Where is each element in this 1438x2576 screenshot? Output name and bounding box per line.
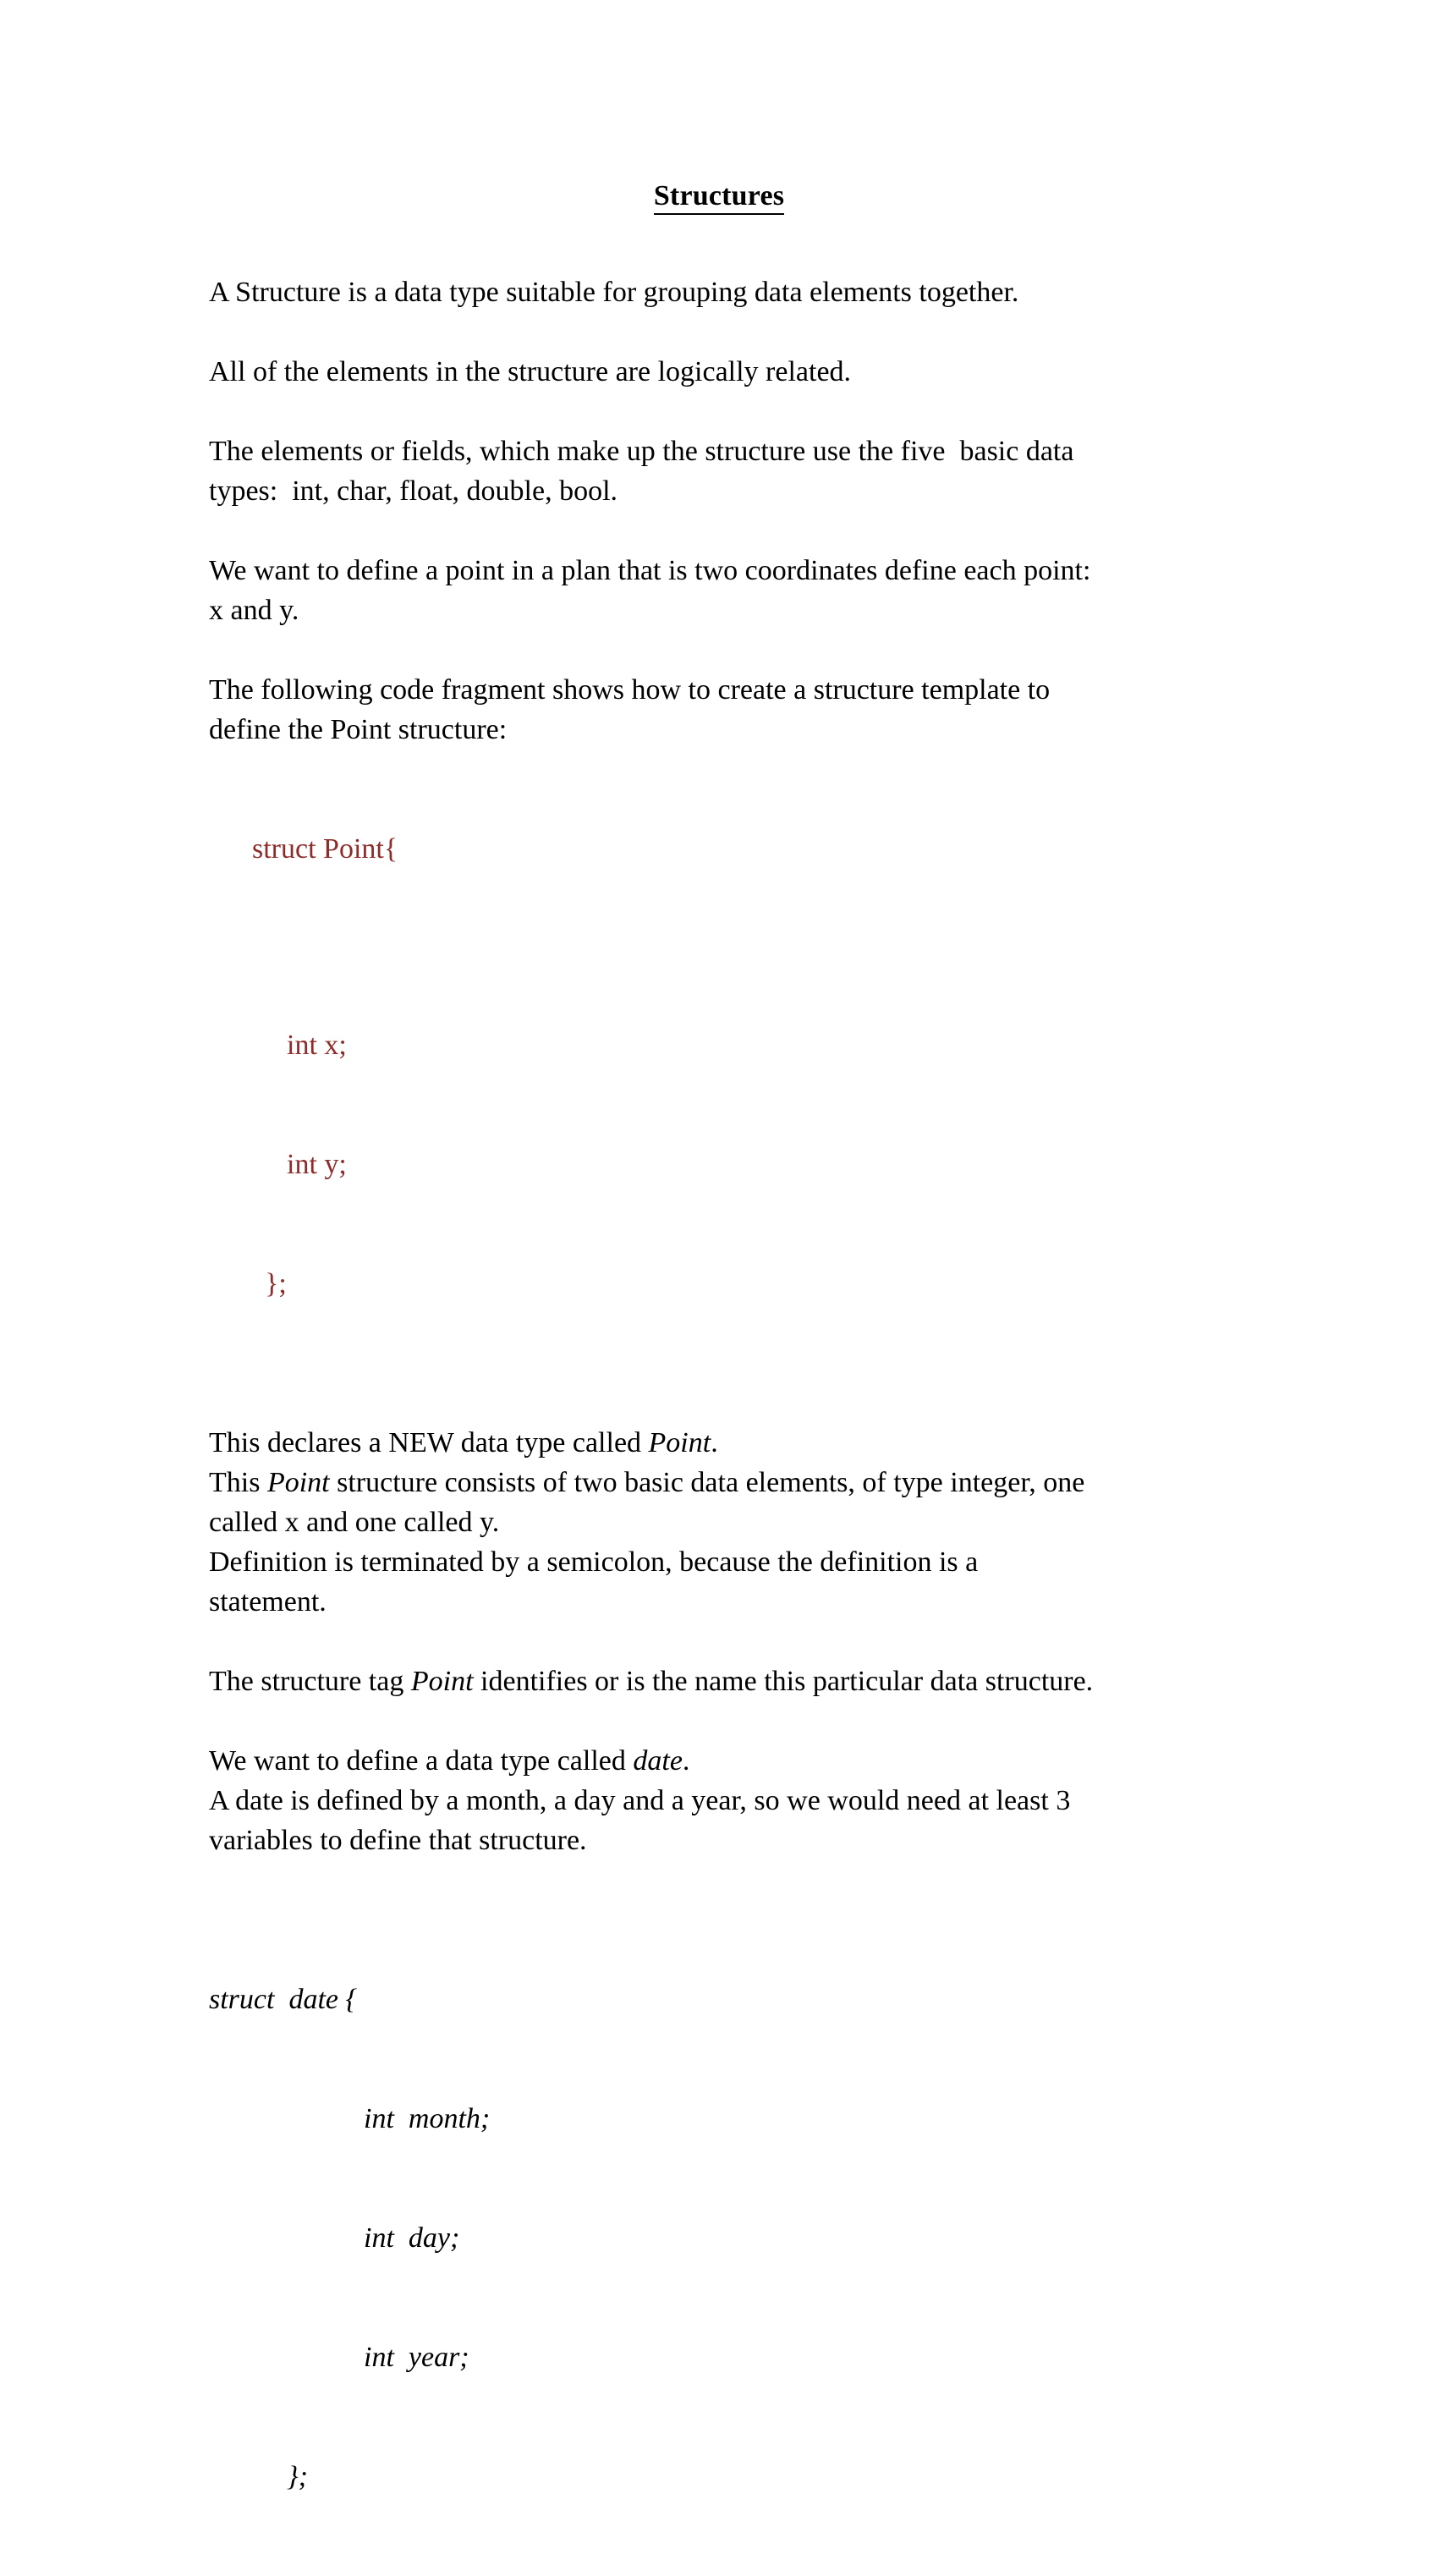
spacer [209, 312, 1207, 352]
paragraph-declares-new-type [209, 1423, 1207, 1463]
paragraph-date-variables: variables to define that structure. [209, 1825, 587, 1856]
spacer [209, 1860, 1207, 1900]
paragraph-date-defined-by: A date is defined by a month, a day and a year, so we would need at least 3 [209, 1785, 1071, 1816]
code-block-date-struct [209, 1900, 1207, 2576]
text-segment: We want to define a data type called [209, 1745, 634, 1777]
code-blank-line [209, 909, 1207, 946]
document-body [209, 272, 1207, 2576]
code-line-int-year: int year; [364, 2342, 469, 2373]
text-segment: identifies or is the name this particular data structure. [473, 1666, 1094, 1697]
spacer [209, 511, 1207, 551]
code-line-struct-point-close: }; [265, 1268, 287, 1299]
paragraph-intro: A Structure is a data type suitable for grouping data elements together. [209, 277, 1019, 308]
emphasis-date: date [633, 1745, 683, 1777]
text-segment: . [711, 1427, 718, 1458]
spacer [209, 392, 1207, 431]
paragraph-code-fragment-line2: define the Point structure: [209, 714, 508, 745]
emphasis-point: Point [266, 1467, 330, 1498]
code-line-struct-point-open: struct Point{ [252, 833, 398, 865]
paragraph-point-consists [209, 1463, 1207, 1502]
code-line-struct-date-close: }; [287, 2461, 308, 2492]
paragraph-basic-types-line1: The elements or fields, which make up the structure use the five basic data [209, 436, 1074, 467]
code-line-int-y: int y; [287, 1149, 347, 1180]
paragraph-structure-tag [209, 1661, 1207, 1701]
paragraph-called-x-y: called x and one called y. [209, 1507, 500, 1538]
spacer [209, 1383, 1207, 1423]
paragraph-code-fragment-line1: The following code fragment shows how to create a structure template to [209, 674, 1051, 706]
code-block-point-struct [209, 789, 1207, 1383]
text-segment: . [682, 1745, 690, 1777]
text-segment: The structure tag [209, 1666, 411, 1697]
paragraph-define-date [209, 1741, 1207, 1781]
text-segment: This declares a NEW data type called [209, 1427, 649, 1458]
text-segment: structure consists of two basic data elements, of type integer, one [329, 1467, 1085, 1498]
paragraph-define-point-line1: We want to define a point in a plan that is two coordinates define each point: [209, 555, 1091, 586]
paragraph-basic-types-line2: types: int, char, float, double, bool. [209, 475, 618, 507]
code-line-int-month: int month; [364, 2103, 491, 2134]
spacer [209, 750, 1207, 789]
page-title-text: Structures [654, 180, 784, 215]
code-line-int-day: int day; [364, 2222, 460, 2254]
spacer [209, 1701, 1207, 1741]
paragraph-statement: statement. [209, 1586, 327, 1618]
emphasis-point: Point [410, 1666, 474, 1697]
emphasis-point: Point [648, 1427, 711, 1458]
spacer [209, 1622, 1207, 1661]
page-title [0, 180, 1438, 211]
paragraph-definition-terminated: Definition is terminated by a semicolon, because the definition is a [209, 1546, 979, 1578]
code-line-struct-date-open: struct date { [209, 1984, 358, 2015]
code-line-int-x: int x; [287, 1030, 347, 1061]
text-segment: This [209, 1467, 267, 1498]
spacer [209, 630, 1207, 670]
paragraph-define-point-line2: x and y. [209, 595, 299, 626]
paragraph-elements-related: All of the elements in the structure are logically related. [209, 356, 852, 387]
